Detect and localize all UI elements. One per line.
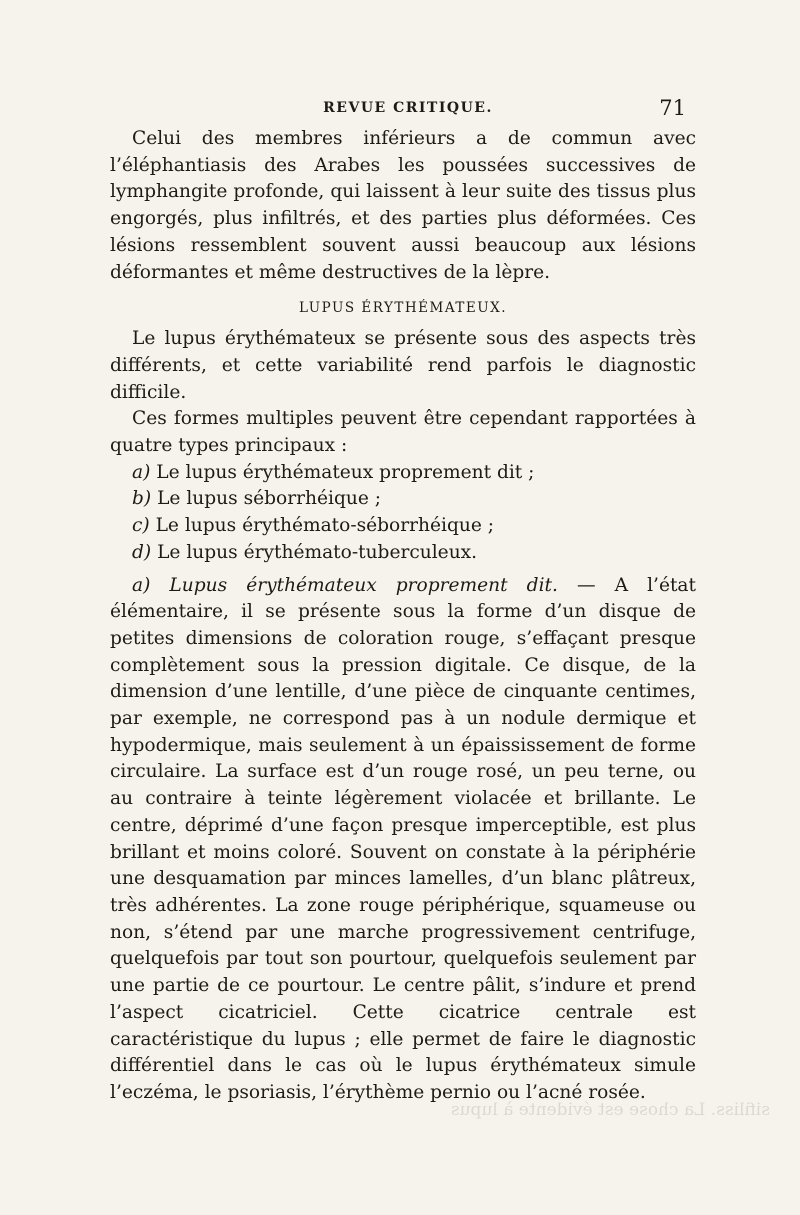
list-item (110, 460, 696, 487)
list-item (110, 540, 696, 567)
subsection-text: — A l’état élémentaire, il se présente sous la forme d’un disque de petites dimensions de coloration rouge, s’effaçant presque complètement sous la pression digitale. Ce disque, de la dimension d’une lentille, d’une pièce de cinquante centimes, par exemple, ne correspond pas à un nodule dermique et hypodermique, mais seulement à un épaississement de forme circulaire. La surface est d’un rouge rosé, un peu terne, ou au contraire à teinte légèrement violacée et brillante. Le centre, déprimé d’une façon presque imperceptible, est plus brillant et moins coloré. Souvent on constate à la périphérie une desquamation par minces lamelles, d’un blanc plâtreux, très adhérentes. La zone rouge périphérique, squameuse ou non, s’étend par une marche progressivement centrifuge, quelquefois par tout son pourtour, quelquefois seulement par une partie de ce pourtour. Le centre pâlit, s’indure et prend l’aspect cicatriciel. Cette cicatrice centrale est caractéristique du lupus ; elle permet de faire le diagnostic différentiel dans le cas où le lupus érythémateux simule l’eczéma, le psoriasis, l’érythème pernio ou l’acné rosée. (110, 574, 696, 1103)
show-through-text: sifiliss. La chose est évidente à lupus (450, 1100, 770, 1120)
list-item-letter: c) (132, 515, 150, 537)
body-text (110, 126, 696, 1107)
list-item-letter: a) (132, 461, 151, 483)
running-title: REVUE CRITIQUE. (323, 100, 493, 116)
types-list (110, 460, 696, 567)
list-item-text: Le lupus érythémateux proprement dit ; (150, 461, 535, 483)
paragraph-types-intro: Ces formes multiples peuvent être cependant rapportées à quatre types principaux : (110, 408, 696, 457)
subsection-letter: a) (132, 574, 151, 596)
paragraph-aspects: Le lupus érythémateux se présente sous des aspects très différents, et cette variabilité rend parfois le diagnostic difficile. (110, 328, 696, 403)
paragraph-lupus-proprement-dit (110, 573, 696, 1107)
page-number: 71 (659, 96, 686, 120)
paragraph-lymphangite: Celui des membres inférieurs a de commun avec l’éléphantiasis des Arabes les poussées successives de lymphangite profonde, qui laissent à leur suite des tissus plus engorgés, plus infiltrés, et des parties plus déformées. Ces lésions ressemblent souvent aussi beaucoup aux lésions déformantes et même destructives de la lèpre. (110, 128, 696, 283)
list-item-text: Le lupus érythémato-séborrhéique ; (149, 515, 495, 537)
list-item-letter: d) (132, 541, 152, 563)
list-item (110, 513, 696, 540)
subsection-heading: Lupus érythémateux proprement dit. (150, 574, 558, 596)
list-item-text: Le lupus érythémato-tuberculeux. (151, 541, 478, 563)
list-item-letter: b) (132, 488, 152, 510)
list-item-text: Le lupus séborrhéique ; (151, 488, 381, 510)
running-head (130, 96, 686, 126)
section-title: LUPUS ÉRYTHÉMATEUX. (299, 300, 507, 317)
list-item (110, 486, 696, 513)
